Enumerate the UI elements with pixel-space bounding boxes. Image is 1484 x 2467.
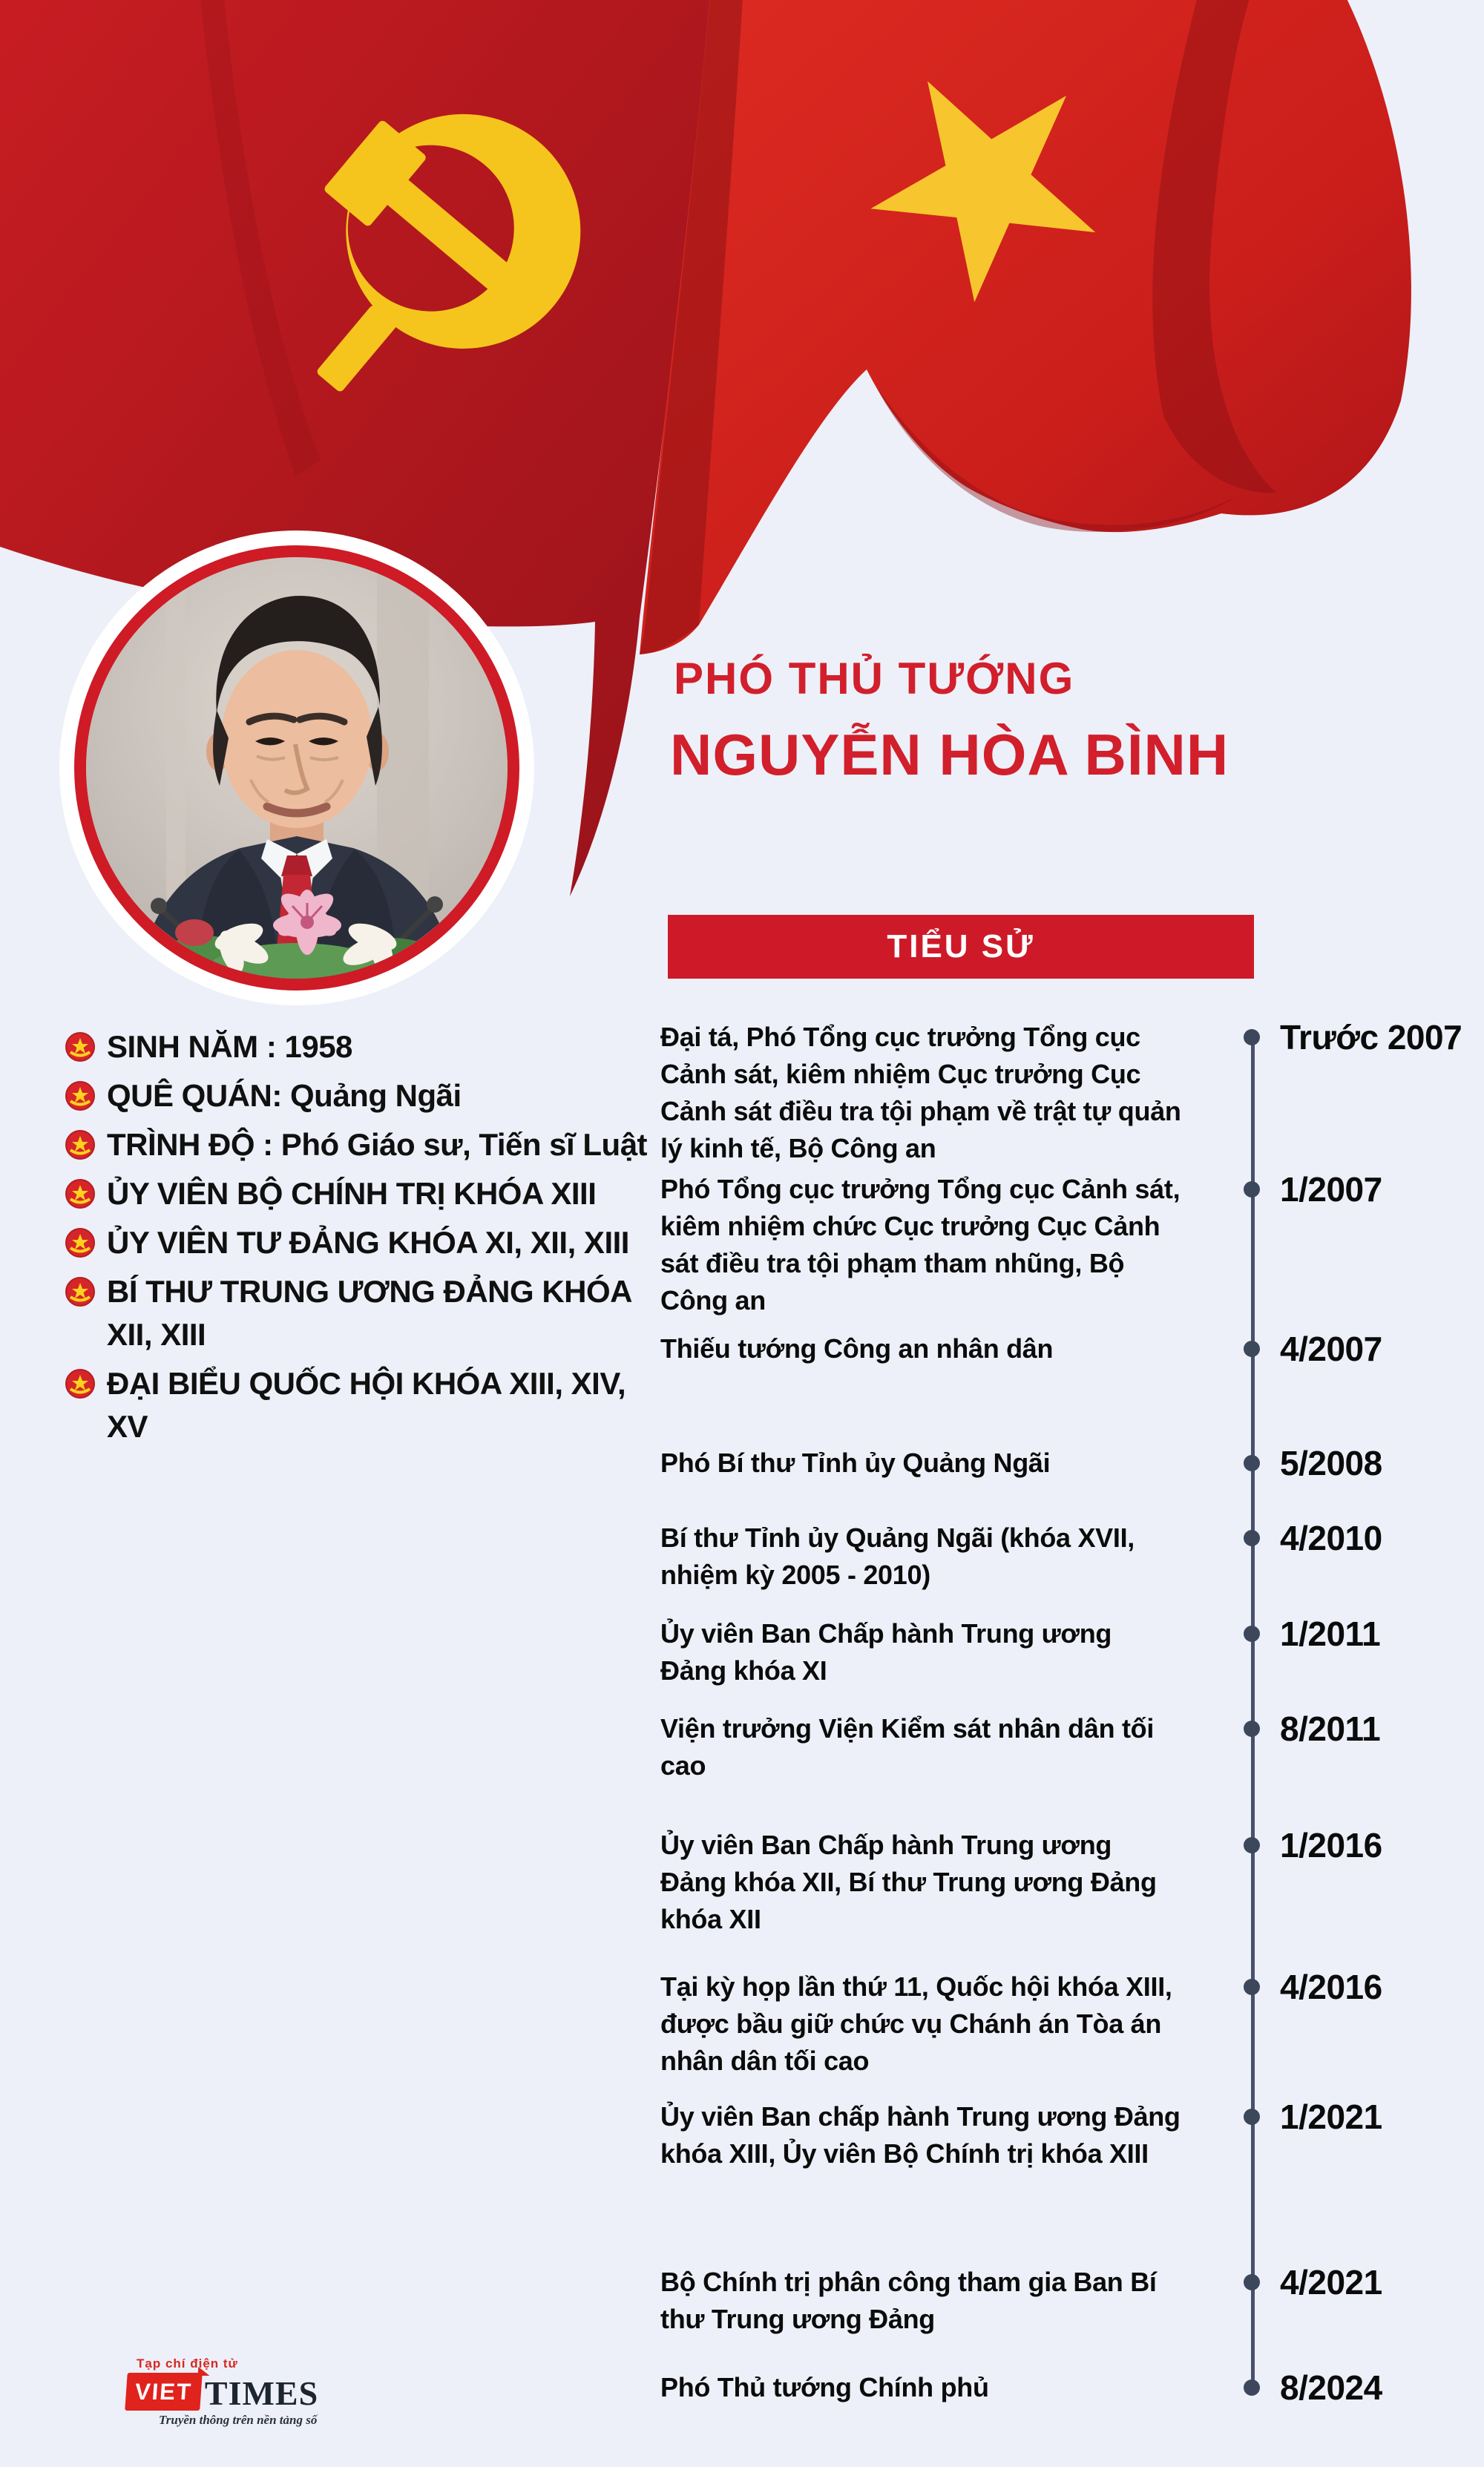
timeline-description: Thiếu tướng Công an nhân dân (660, 1333, 1054, 1364)
vietnam-flag-shape (640, 0, 1411, 654)
timeline-date: 8/2011 (1280, 1709, 1381, 1748)
timeline-dot-icon (1244, 1341, 1260, 1357)
portrait-photo (74, 545, 519, 991)
timeline-date: 1/2011 (1280, 1614, 1381, 1653)
vietnam-emblem-icon (65, 1369, 95, 1399)
logo-times-text: TIMES (204, 2374, 319, 2412)
timeline-entry (660, 1968, 1484, 2080)
timeline-dot-icon (1244, 1979, 1260, 1995)
vietnam-emblem-icon (65, 1032, 95, 1062)
profile-fact-item (65, 1270, 666, 1356)
timeline-dot-icon (1244, 2379, 1260, 2396)
timeline-date: 1/2007 (1280, 1170, 1382, 1209)
logo-tagline-top: Tạp chí điện tử (137, 2356, 238, 2371)
vietnam-emblem-icon (65, 1179, 95, 1209)
profile-fact-list (65, 1025, 666, 1454)
timeline-description: Viện trưởng Viện Kiểm sát nhân dân tối cao (660, 1713, 1155, 1781)
timeline-dot-icon (1244, 1626, 1260, 1642)
profile-fact-label: ỦY VIÊN BỘ CHÍNH TRỊ KHÓA XIII (107, 1176, 597, 1211)
timeline-description: Đại tá, Phó Tổng cục trưởng Tổng cục Cảnh sát, kiêm nhiệm Cục trưởng Cục Cảnh sát điều tra tội phạm về trật tự quản lý kinh tế, Bộ Công an (660, 1022, 1181, 1163)
timeline-description: Phó Bí thư Tỉnh ủy Quảng Ngãi (660, 1448, 1051, 1478)
timeline-entry (660, 1330, 1484, 1367)
profile-fact-label: QUÊ QUÁN: Quảng Ngãi (107, 1078, 462, 1113)
timeline-description: Ủy viên Ban chấp hành Trung ương Đảng khóa XIII, Ủy viên Bộ Chính trị khóa XIII (660, 2101, 1181, 2169)
section-banner-label: TIỂU SỬ (887, 928, 1035, 965)
timeline-date: 4/2021 (1280, 2263, 1382, 2302)
timeline-entry (660, 1615, 1484, 1689)
timeline-dot-icon (1244, 1181, 1260, 1198)
timeline-dot-icon (1244, 1530, 1260, 1546)
timeline-entry (660, 1520, 1484, 1594)
profile-fact-label: SINH NĂM : 1958 (107, 1029, 352, 1064)
viettimes-logo (126, 2356, 364, 2428)
vietnam-emblem-icon (65, 1081, 95, 1111)
profile-fact-item (65, 1074, 666, 1117)
page-pretitle: PHÓ THỦ TƯỚNG (674, 654, 1075, 703)
timeline-dot-icon (1244, 2109, 1260, 2125)
timeline-date: 5/2008 (1280, 1444, 1382, 1482)
timeline-entry (660, 2264, 1484, 2338)
timeline-dot-icon (1244, 1029, 1260, 1045)
profile-fact-label: TRÌNH ĐỘ : Phó Giáo sư, Tiến sĩ Luật (107, 1127, 648, 1162)
timeline-entry (660, 1827, 1484, 1938)
vietnam-emblem-icon (65, 1130, 95, 1160)
timeline-description: Phó Tổng cục trưởng Tổng cục Cảnh sát, kiêm nhiệm chức Cục trưởng Cục Cảnh sát điều tra tội phạm tham nhũng, Bộ Công an (660, 1174, 1181, 1315)
timeline-dot-icon (1244, 1721, 1260, 1737)
timeline-date: 4/2010 (1280, 1519, 1382, 1557)
vietnam-emblem-icon (65, 1228, 95, 1258)
portrait-illustration (86, 557, 508, 979)
timeline-dot-icon (1244, 1837, 1260, 1853)
profile-fact-item (65, 1123, 666, 1166)
timeline-entry (660, 2098, 1484, 2172)
timeline-dot-icon (1244, 2274, 1260, 2290)
timeline-date: 8/2024 (1280, 2368, 1382, 2407)
timeline-date: 1/2021 (1280, 2098, 1382, 2136)
profile-fact-item (65, 1172, 666, 1215)
logo-viet-box: VIET (125, 2373, 202, 2411)
timeline-description: Bộ Chính trị phân công tham gia Ban Bí thư Trung ương Đảng (660, 2267, 1157, 2334)
timeline-description: Phó Thủ tướng Chính phủ (660, 2372, 989, 2402)
timeline-entry (660, 2369, 1484, 2406)
profile-fact-item (65, 1025, 666, 1068)
timeline-date: 4/2016 (1280, 1968, 1382, 2006)
timeline-date: 4/2007 (1280, 1330, 1382, 1368)
timeline-date: 1/2016 (1280, 1826, 1382, 1865)
timeline-dot-icon (1244, 1455, 1260, 1471)
profile-fact-label: BÍ THƯ TRUNG ƯƠNG ĐẢNG KHÓA XII, XIII (107, 1274, 631, 1352)
logo-tagline-bottom: Truyền thông trên nền tảng số (159, 2413, 318, 2427)
profile-fact-item (65, 1221, 666, 1264)
profile-fact-item (65, 1362, 666, 1448)
section-banner (668, 915, 1254, 979)
profile-fact-label: ỦY VIÊN TƯ ĐẢNG KHÓA XI, XII, XIII (107, 1225, 629, 1260)
page-title-name: NGUYỄN HÒA BÌNH (670, 722, 1229, 787)
timeline-entry (660, 1019, 1484, 1167)
timeline-entry (660, 1171, 1484, 1319)
profile-fact-label: ĐẠI BIỂU QUỐC HỘI KHÓA XIII, XIV, XV (107, 1366, 626, 1444)
career-timeline (660, 1009, 1484, 2456)
timeline-description: Ủy viên Ban Chấp hành Trung ương Đảng khóa XI (660, 1618, 1112, 1686)
vietnam-emblem-icon (65, 1277, 95, 1307)
timeline-description: Bí thư Tỉnh ủy Quảng Ngãi (khóa XVII, nhiệm kỳ 2005 - 2010) (660, 1522, 1135, 1590)
timeline-description: Tại kỳ họp lần thứ 11, Quốc hội khóa XIII, được bầu giữ chức vụ Chánh án Tòa án nhân dân tối cao (660, 1971, 1172, 2076)
timeline-entry (660, 1445, 1484, 1482)
timeline-date: Trước 2007 (1280, 1018, 1462, 1057)
timeline-description: Ủy viên Ban Chấp hành Trung ương Đảng khóa XII, Bí thư Trung ương Đảng khóa XII (660, 1830, 1157, 1934)
timeline-entry (660, 1710, 1484, 1784)
